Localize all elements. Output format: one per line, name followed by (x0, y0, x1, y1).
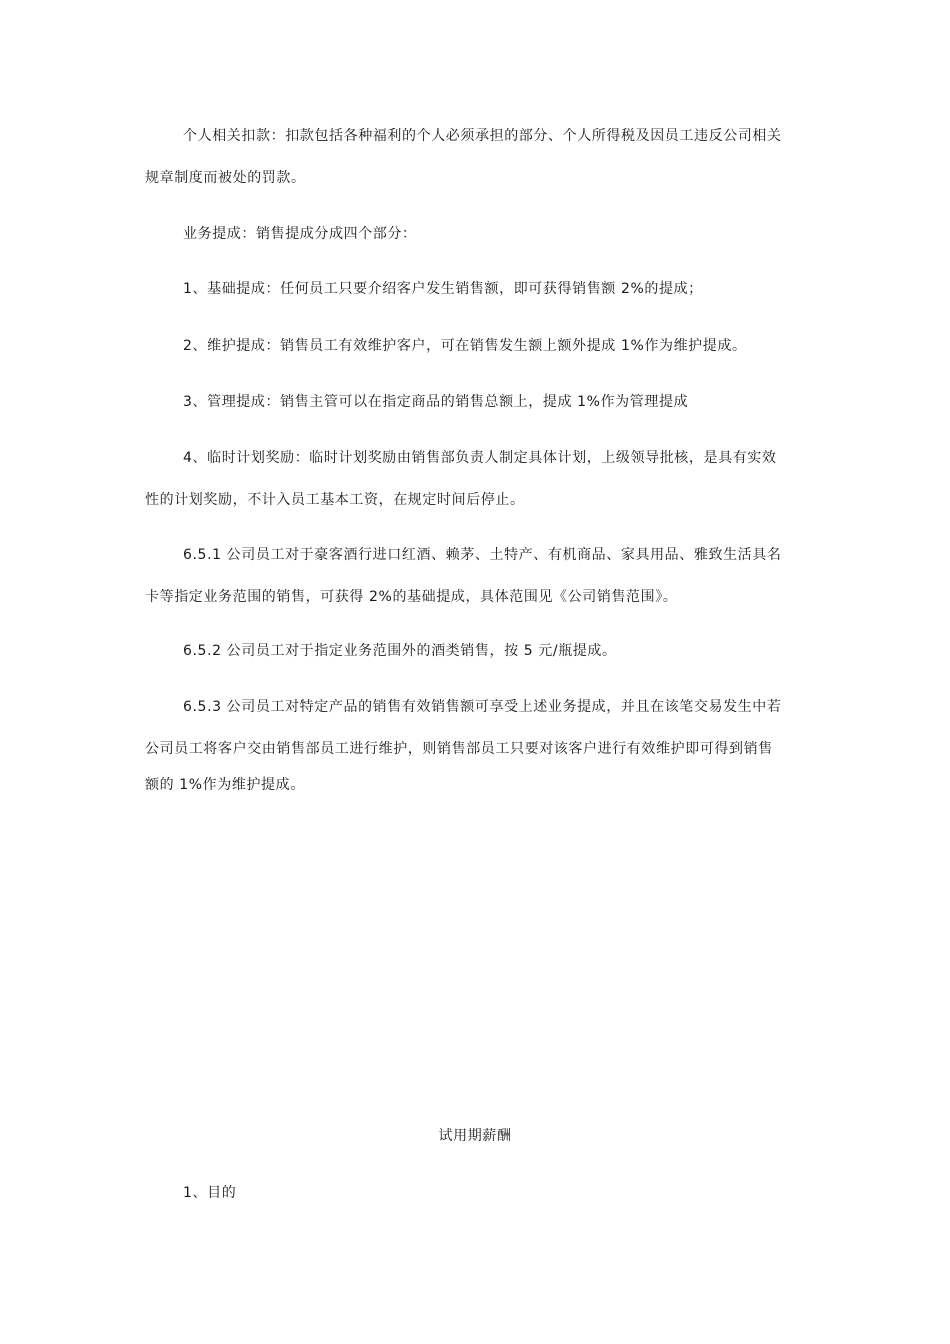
text-line: 卡等指定业务范围的销售，可获得 2%的基础提成，具体范围见《公司销售范围》。 (145, 589, 678, 605)
text-line: 1、基础提成：任何员工只要介绍客户发生销售额，即可获得销售额 2%的提成； (183, 281, 703, 297)
paragraph-management-commission (145, 381, 810, 423)
paragraph-personal-deductions (145, 115, 810, 199)
text-line: 6.5.2 公司员工对于指定业务范围外的酒类销售，按 5 元/瓶提成。 (183, 643, 617, 659)
text-line: 额的 1%作为维护提成。 (145, 777, 305, 793)
text-line: 2、维护提成：销售员工有效维护客户，可在销售发生额上额外提成 1%作为维护提成。 (183, 338, 747, 354)
text-line: 6.5.3 公司员工对特定产品的销售有效销售额可享受上述业务提成，并且在该笔交易发生中若 (183, 699, 782, 715)
text-line: 1、目的 (183, 1185, 237, 1201)
paragraph-business-commission (145, 213, 810, 255)
section-item-purpose (145, 1172, 810, 1214)
text-line: 个人相关扣款：扣款包括各种福利的个人必须承担的部分、个人所得税及因员工违反公司相关 (183, 128, 782, 144)
section-title: 试用期薪酬 (438, 1128, 512, 1144)
paragraph-6-5-3 (145, 686, 810, 806)
text-line: 规章制度而被处的罚款。 (145, 170, 306, 186)
text-line: 4、临时计划奖励：临时计划奖励由销售部负责人制定具体计划，上级领导批核，是具有实效 (183, 450, 777, 466)
paragraph-6-5-2 (145, 630, 810, 672)
text-line: 业务提成：销售提成分成四个部分： (183, 226, 417, 242)
text-line: 性的计划奖励，不计入员工基本工资，在规定时间后停止。 (145, 492, 525, 508)
text-line: 6.5.1 公司员工对于豪客酒行进口红酒、赖茅、土特产、有机商品、家具用品、雅致生活具名 (183, 547, 782, 563)
text-line: 公司员工将客户交由销售部员工进行维护，则销售部员工只要对该客户进行有效维护即可得到销售 (145, 741, 773, 757)
paragraph-6-5-1 (145, 534, 810, 618)
text-line: 3、管理提成：销售主管可以在指定商品的销售总额上，提成 1%作为管理提成 (183, 394, 689, 410)
paragraph-temporary-bonus (145, 437, 810, 521)
paragraph-basic-commission (145, 268, 810, 310)
paragraph-maintenance-commission (145, 325, 810, 367)
